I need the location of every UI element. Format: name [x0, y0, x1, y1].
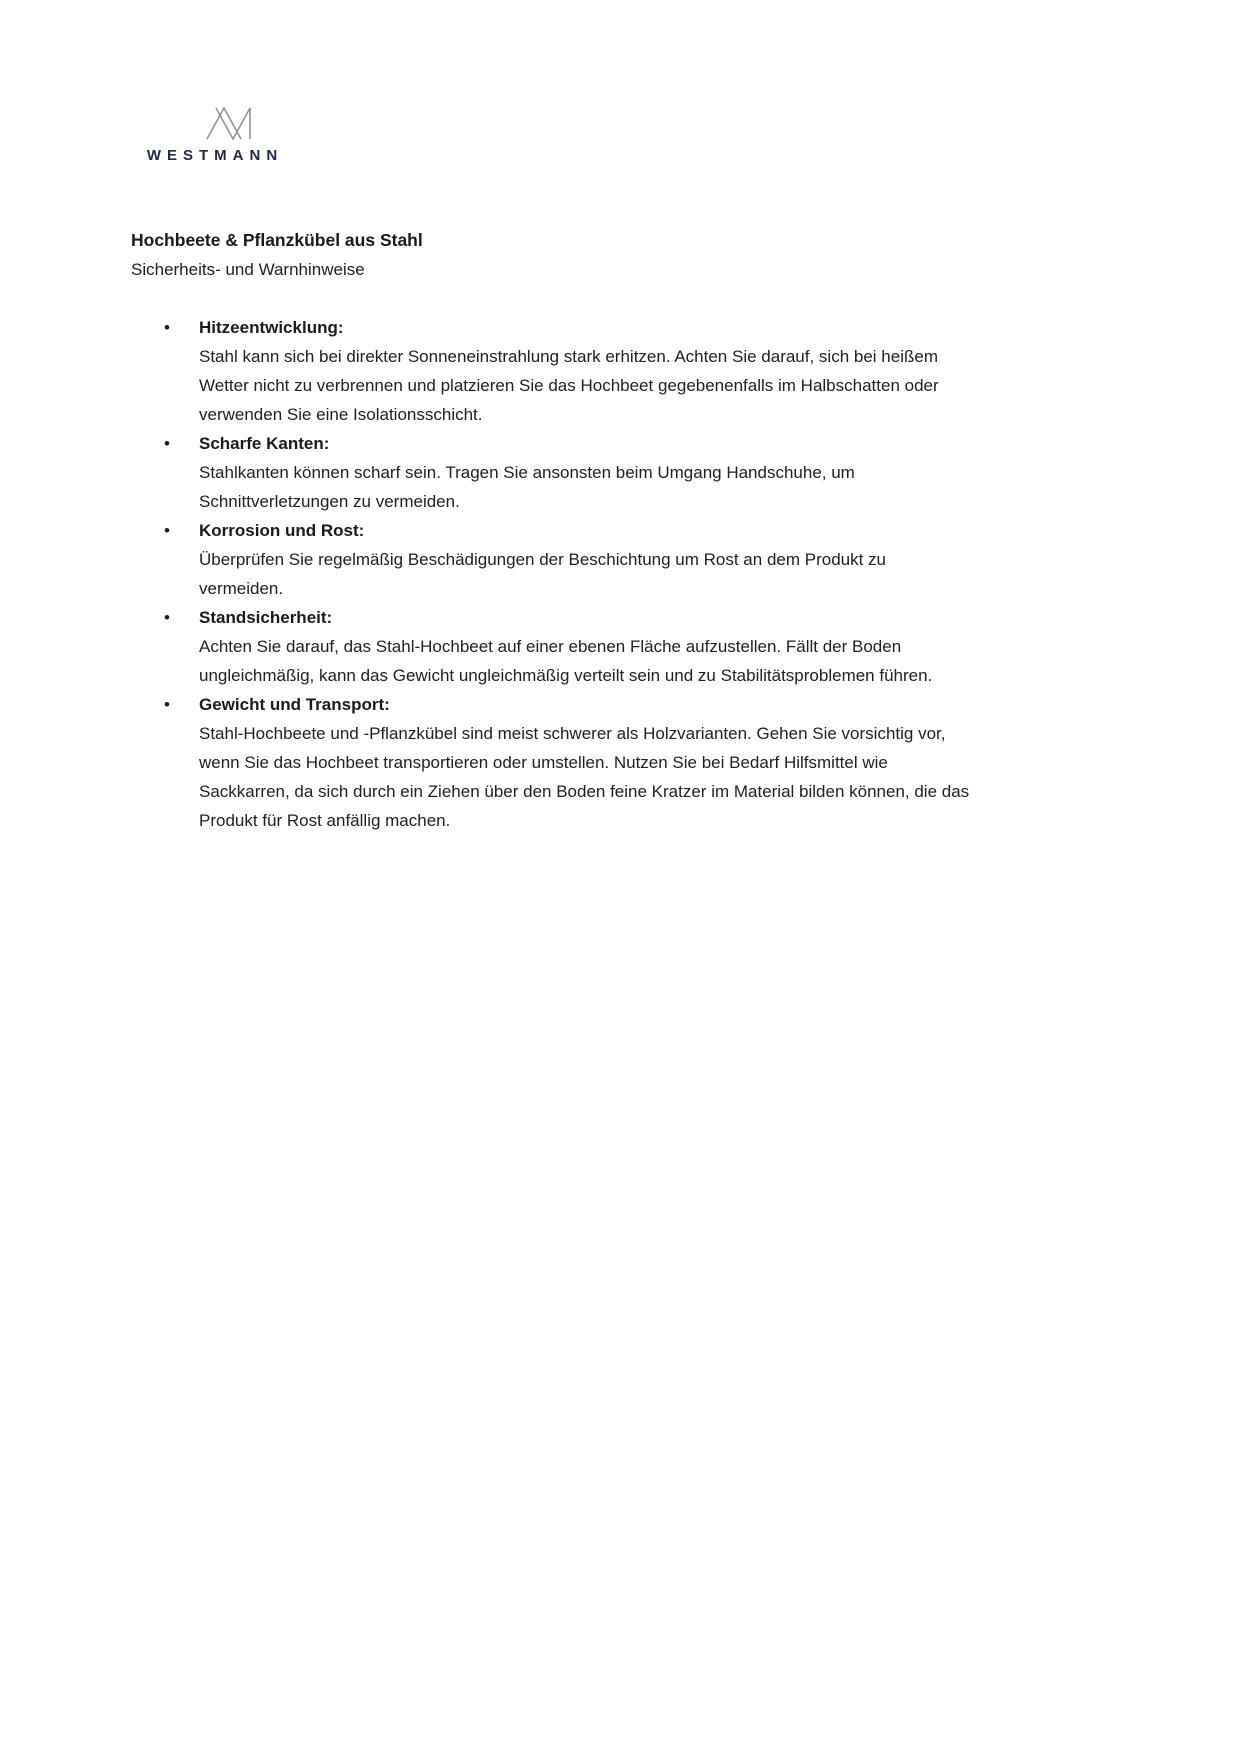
page-title: Hochbeete & Pflanzkübel aus Stahl — [131, 230, 423, 250]
list-item — [131, 516, 987, 603]
bullet-item-heading: • Gewicht und Transport: — [199, 695, 390, 714]
bullet-item-body: Überprüfen Sie regelmäßig Beschädigungen der Beschichtung um Rost an dem Produkt zu vermeiden. — [199, 550, 886, 598]
document-content — [131, 226, 987, 835]
list-item — [131, 603, 987, 690]
page-subtitle: Sicherheits- und Warnhinweise — [131, 260, 365, 279]
bullet-item-heading: • Scharfe Kanten: — [199, 434, 330, 453]
westmann-monogram-icon — [197, 103, 259, 145]
list-item — [131, 429, 987, 516]
bullet-item-body: Stahl kann sich bei direkter Sonneneinstrahlung stark erhitzen. Achten Sie darauf, sich bei heißem Wetter nicht zu verbrennen und platzieren Sie das Hochbeet gegebenenfalls im Halbschatten oder verwenden Sie eine Isolationsschicht. — [199, 347, 939, 424]
bullet-item-body: Stahlkanten können scharf sein. Tragen Sie ansonsten beim Umgang Handschuhe, um Schnittverletzungen zu vermeiden. — [199, 463, 855, 511]
bullet-item-body: Achten Sie darauf, das Stahl-Hochbeet auf einer ebenen Fläche aufzustellen. Fällt der Boden ungleichmäßig, kann das Gewicht ungleichmäßig verteilt sein und zu Stabilitätsproblemen führen. — [199, 637, 933, 685]
bullet-item-heading: • Hitzeentwicklung: — [199, 318, 344, 337]
westmann-wordmark: WESTMANN — [146, 147, 284, 164]
bullet-item-heading: • Standsicherheit: — [199, 608, 333, 627]
warning-list — [131, 313, 987, 835]
list-item — [131, 690, 987, 835]
bullet-item-body: Stahl-Hochbeete und -Pflanzkübel sind meist schwerer als Holzvarianten. Gehen Sie vorsichtig vor, wenn Sie das Hochbeet transportieren oder umstellen. Nutzen Sie bei Bedarf Hilfsmittel wie Sackkarren, da sich durch ein Ziehen über den Boden feine Kratzer im Material bilden können, die das Produkt für Rost anfällig machen. — [199, 724, 970, 830]
bullet-item-heading: • Korrosion und Rost: — [199, 521, 365, 540]
westmann-logo — [135, 103, 295, 164]
list-item — [131, 313, 987, 429]
